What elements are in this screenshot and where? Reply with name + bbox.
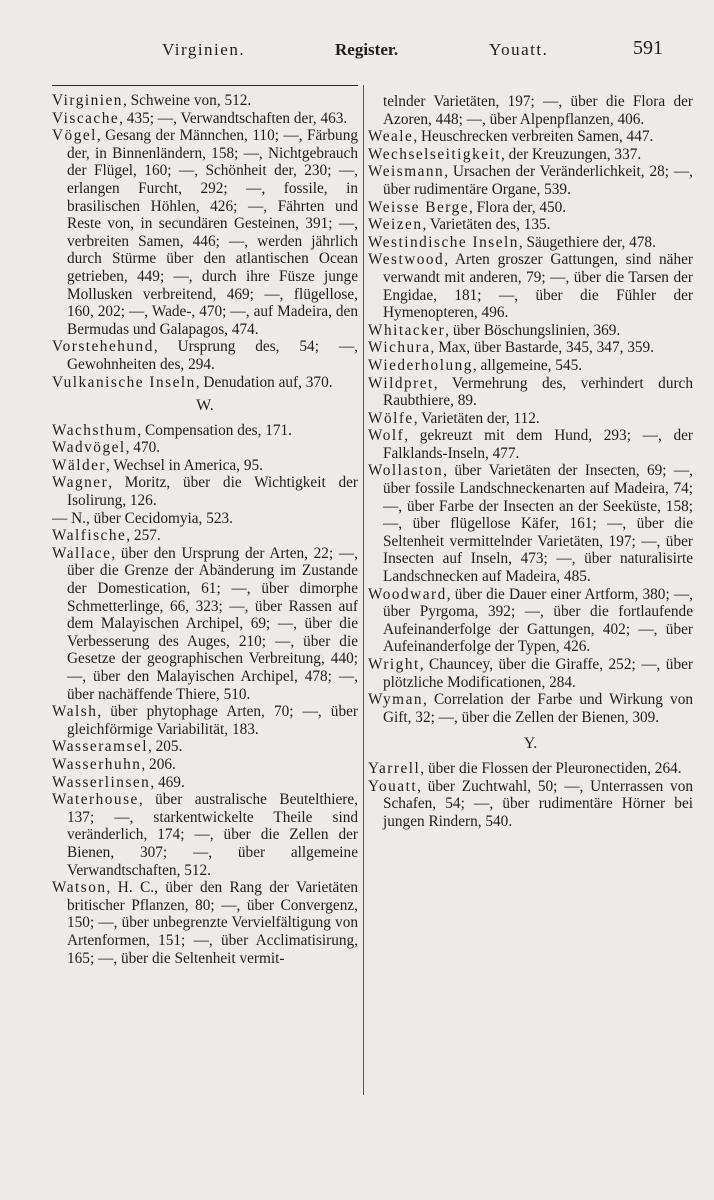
index-headword: Watson <box>52 879 107 897</box>
index-references: , über die Dauer einer Artform, 380; —, über Pyrgoma, 392; —, über die fortlaufende Aufeinanderfolge der Gattungen, 402; —, über Aufeinanderfolge der Typen, 426. <box>383 585 693 656</box>
index-references: , 469. <box>150 773 185 791</box>
index-entry <box>368 778 693 831</box>
index-headword: Weale <box>368 128 414 146</box>
index-entry <box>52 774 358 792</box>
index-headword: Wildpret <box>368 374 434 392</box>
index-references: , Ursprung des, 54; —, Gewohnheiten des, 294. <box>67 338 358 373</box>
index-headword: Wadvögel <box>52 439 126 457</box>
index-headword: Yarrell <box>368 759 421 777</box>
index-references: , über den Ursprung der Arten, 22; —, über die Grenze der Abänderung im Zustande der Domestication, 61; —, über dimorphe Schmetterlinge, 66, 323; —, über Rassen auf dem Malayischen Archipel, 69; —, über die Verbesserung des Auges, 210; —, über die Gesetze der geographischen Verbreitung, 440; —, über den Malayischen Archipel, 478; —, über nachäffende Thiere, 510. <box>67 544 358 703</box>
index-headword: Weizen <box>368 216 423 234</box>
index-references: , H. C., über den Rang der Varietäten britischer Pflanzen, 80; —, über Convergenz, 150; —, über unbegrenzte Vervielfältigung von Artenformen, 151; —, über Acclimatisirung, 165; —, über die Seltenheit vermit- <box>67 879 358 967</box>
index-references: , 435; —, Verwandtschaften der, 463. <box>119 109 348 127</box>
index-entry <box>368 146 693 164</box>
index-entry <box>368 375 693 410</box>
index-headword: Waterhouse <box>52 791 139 809</box>
index-entry <box>368 586 693 656</box>
header-title: Register. <box>335 40 399 59</box>
index-headword: Wölfe <box>368 409 414 427</box>
index-entry <box>368 410 693 428</box>
index-references: , Compensation des, 171. <box>137 421 293 439</box>
header-rule <box>52 85 358 86</box>
index-references: , Correlation der Farbe und Wirkung von Gift, 32; —, über die Zellen der Bienen, 309. <box>383 691 693 726</box>
header-left-keyword: Virginien. <box>162 40 246 59</box>
index-references: , 470. <box>125 439 161 457</box>
index-headword: Youatt <box>368 777 418 795</box>
index-references: , Säugethiere der, 478. <box>518 233 656 251</box>
index-headword: Weismann <box>368 163 445 181</box>
section-letter: Y. <box>523 735 538 753</box>
index-entry <box>52 545 358 703</box>
index-entry <box>52 474 358 509</box>
index-entry <box>52 338 358 373</box>
index-references: , über phytophage Arten, 70; —, über gleichförmige Variabilität, 183. <box>67 703 358 738</box>
index-headword: Weisse Berge <box>368 198 470 216</box>
index-entry <box>368 234 693 252</box>
index-entry <box>52 703 358 738</box>
index-references: , über australische Beutelthiere, 137; —, starkentwickelte Theile sind veränderlich, 174; —, über die Zellen der Bienen, 307; —, über allgemeine Verwandtschaften, 512. <box>67 791 358 879</box>
index-references: , Schweine von, 512. <box>122 92 252 109</box>
index-entry <box>368 462 693 585</box>
running-header <box>0 37 714 70</box>
index-headword: Wolf <box>368 427 405 445</box>
index-entry <box>52 127 358 338</box>
index-headword: Wälder <box>52 456 107 474</box>
index-references: , über Zuchtwahl, 50; —, Unterrassen von Schafen, 54; —, über rudimentäre Hörner bei jungen Rindern, 540. <box>383 777 693 830</box>
index-headword: Walfische <box>52 527 127 545</box>
index-entry <box>368 357 693 375</box>
index-references: , Flora der, 450. <box>469 198 567 216</box>
page-number: 591 <box>633 37 663 59</box>
index-references: , Max, über Bastarde, 345, 347, 359. <box>430 339 655 357</box>
index-headword: Wachsthum <box>52 421 138 439</box>
index-references: , Varietäten der, 112. <box>413 409 540 427</box>
index-references: , über Varietäten der Insecten, 69; —, über fossile Landschneckenarten auf Madeira, 74; —, über Farbe der Insecten an der Seeküste, 158; —, über flügellose Käfer, 161; —, über die Seltenheit vermittelnder Varietäten, 197; —, über Insecten auf Inseln, 473; —, über naturalisirte Landschnecken auf Madeira, 485. <box>383 462 693 586</box>
index-headword: Virginien <box>52 92 123 109</box>
column-divider <box>363 85 364 1095</box>
index-headword: Viscache <box>52 109 120 127</box>
left-column <box>52 92 358 967</box>
index-headword: Wasserlinsen <box>52 773 151 791</box>
index-references: , Gesang der Männchen, 110; —, Färbung der, in Binnenländern, 158; —, Nichtgebrauch der Flügel, 160; —, Schönheit der, 230; —, erlangen Furcht, 292; —, fossile, in brasilischen Höhlen, 426; —, Fährten und Reste von, in secundären Gesteinen, 391; —, verbreiten Samen, 446; —, werden jährlich durch Stürme über den atlantischen Ocean getrieben, 449; —, durch ihre Füsze junge Mollusken verbreitend, 469; —, flügellose, 160, 202; —, Wade-, 470; —, auf Madeira, den Bermudas und Galapagos, 474. <box>67 127 358 338</box>
index-entry <box>52 791 358 879</box>
index-entry <box>368 427 693 462</box>
index-references: , 257. <box>126 527 161 545</box>
index-references: , Moritz, über die Wichtigkeit der Isolirung, 126. <box>67 474 358 510</box>
index-entry <box>52 738 358 756</box>
index-headword: Wasseramsel <box>52 738 148 756</box>
index-references: , über die Flossen der Pleuronectiden, 264. <box>420 759 682 777</box>
index-entry <box>52 457 358 475</box>
index-entry <box>368 322 693 340</box>
index-entry <box>52 422 358 440</box>
index-entry <box>368 199 693 217</box>
index-continuation: — N., über Cecidomyia, 523. <box>52 509 233 527</box>
index-continuation: telnder Varietäten, 197; —, über die Flora der Azoren, 448; —, über Alpenpflanzen, 406. <box>383 93 693 128</box>
index-entry <box>368 691 693 726</box>
index-headword: Westindische Inseln <box>368 233 519 251</box>
index-headword: Wichura <box>368 339 431 357</box>
index-entry <box>368 251 693 321</box>
index-references: , Heuschrecken verbreiten Samen, 447. <box>413 128 654 146</box>
index-entry <box>368 216 693 234</box>
index-headword: Wagner <box>52 474 109 492</box>
index-headword: Wright <box>368 656 420 673</box>
index-headword: Wiederholung <box>368 356 473 374</box>
index-references: , Chauncey, über die Giraffe, 252; —, über plötzliche Modificationen, 284. <box>383 656 693 691</box>
index-entry <box>52 374 358 392</box>
index-references: , über Böschungslinien, 369. <box>445 321 621 339</box>
index-headword: Vorstehehund <box>52 338 154 356</box>
index-references: , 205. <box>147 738 183 756</box>
index-references: , Wechsel in America, 95. <box>106 456 263 474</box>
header-right-keyword: Youatt. <box>489 40 549 59</box>
index-entry <box>368 656 693 691</box>
index-headword: Vögel <box>52 127 97 145</box>
index-references: , Varietäten des, 135. <box>422 216 551 234</box>
section-letter: W. <box>196 397 214 415</box>
index-entry <box>52 110 358 128</box>
index-headword: Wasserhuhn <box>52 755 142 773</box>
index-references: , gekreuzt mit dem Hund, 293; —, der Falklands-Inseln, 477. <box>383 427 693 462</box>
index-entry <box>52 92 358 110</box>
index-entry <box>368 163 693 198</box>
index-entry <box>52 527 358 545</box>
index-headword: Vulkanische Inseln <box>52 373 196 391</box>
index-entry <box>368 128 693 146</box>
index-headword: Woodward <box>368 585 447 603</box>
index-headword: Whitacker <box>368 321 446 339</box>
index-headword: Wallace <box>52 544 112 562</box>
index-entry <box>52 879 358 967</box>
index-references: , allgemeine, 545. <box>472 356 583 374</box>
index-references: , 206. <box>141 755 176 773</box>
index-references: , Vermehrung des, verhindert durch Raubthiere, 89. <box>383 374 693 410</box>
index-references: , der Kreuzungen, 337. <box>501 145 642 163</box>
index-references: , Arten groszer Gattungen, sind näher verwandt mit anderen, 79; —, über die Tarsen der Engidae, 181; —, über die Fühler der Hymenopteren, 496. <box>383 251 693 322</box>
index-references: , Denudation auf, 370. <box>195 373 333 391</box>
right-column <box>368 93 693 830</box>
index-headword: Wyman <box>368 691 424 709</box>
index-entry <box>52 756 358 774</box>
index-entry <box>368 339 693 357</box>
index-headword: Wechselseitigkeit <box>368 145 502 163</box>
index-references: , Ursachen der Veränderlichkeit, 28; —, über rudimentäre Organe, 539. <box>383 163 693 198</box>
index-headword: Westwood <box>368 251 445 269</box>
index-headword: Wollaston <box>368 462 444 480</box>
index-headword: Walsh <box>52 703 98 721</box>
index-entry <box>52 439 358 457</box>
index-entry <box>368 760 693 778</box>
